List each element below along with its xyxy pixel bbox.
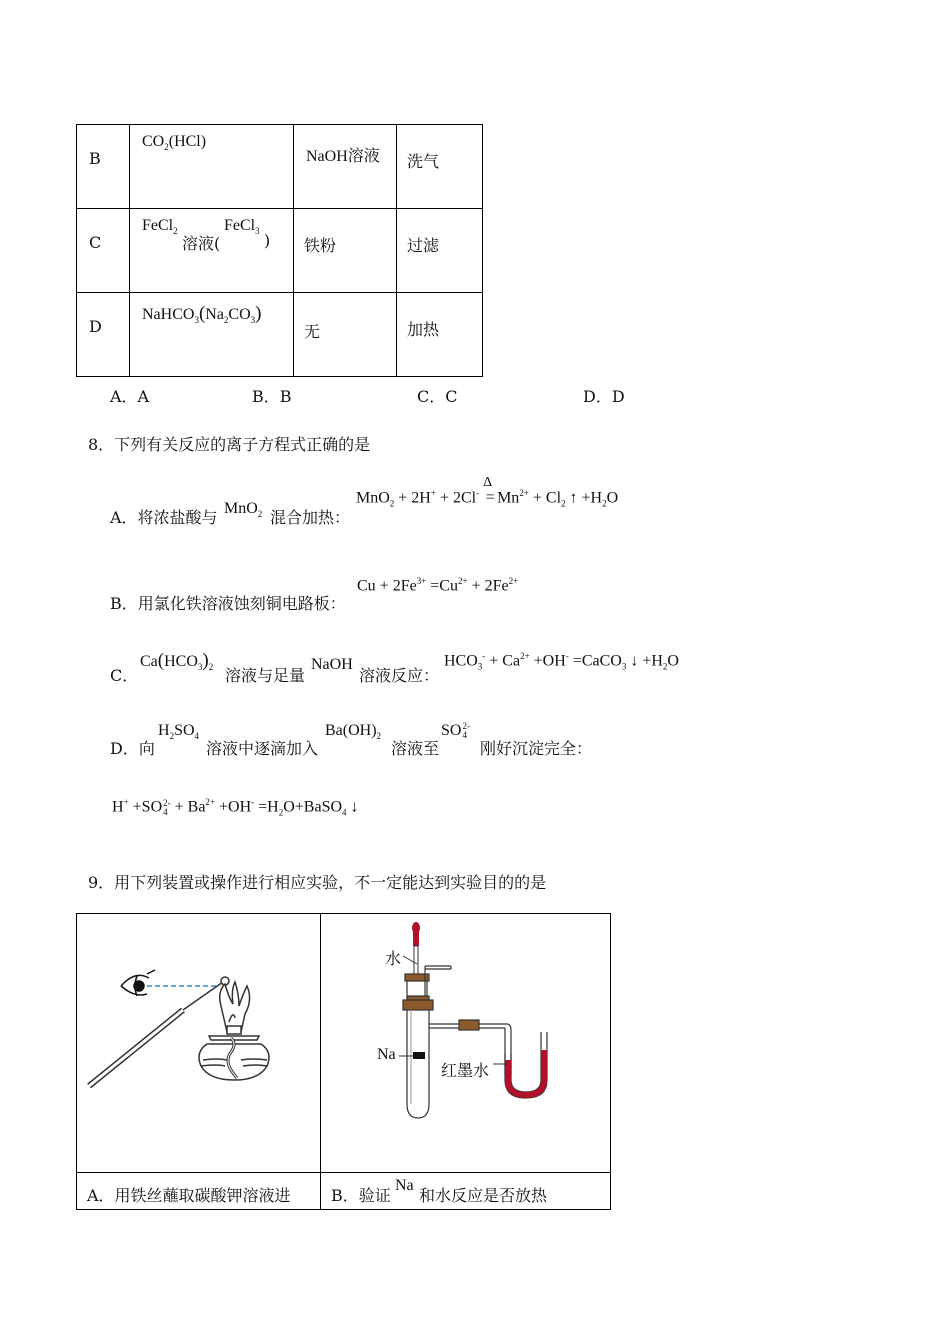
table-row [77, 293, 483, 377]
reagent: 铁粉 [304, 236, 337, 255]
row-label: B [89, 149, 101, 168]
alcohol-lamp [199, 982, 269, 1080]
method: 加热 [407, 320, 440, 339]
q8-option-a-label[interactable]: A．将浓盐酸与 [110, 508, 218, 527]
flame-test-figure [77, 914, 320, 1172]
q8-d-mid3: 刚好沉淀完全： [480, 739, 593, 758]
q7-table [76, 124, 483, 377]
label-red-ink: 红墨水 [441, 1061, 490, 1080]
caption-row [77, 1173, 611, 1210]
table-row [77, 209, 483, 293]
q8-option-b-label[interactable]: B．用氯化铁溶液蚀刻铜电路板： [110, 594, 346, 613]
q8-c-equation: $HCO_3^- + Ca^{2+} +OH^-$ =CaCO$_3$ ↓ $+H_2O$ [444, 651, 679, 672]
q8-c-reagent: $Ca(HCO_3)_2$ [140, 650, 214, 673]
q8-b-equation: $Cu + 2Fe^{3+} =Cu^{2+} + 2Fe^{2+}$ [357, 576, 519, 595]
sodium-piece [413, 1052, 425, 1059]
option-a[interactable]: A．A [110, 387, 150, 406]
sodium-water-apparatus [321, 914, 610, 1172]
upper-stopper [405, 966, 451, 1004]
q8-d-ion: SO 2- 4 [441, 721, 470, 741]
method: 过滤 [407, 236, 440, 255]
q8-option-d-label[interactable]: D．向 [110, 739, 155, 758]
eye-icon [121, 970, 155, 996]
q8-stem: 8．下列有关反应的离子方程式正确的是 [88, 435, 371, 454]
q8-d-mid1: 溶液中逐滴加入 [206, 739, 319, 758]
q8-c-mid1: 溶液与足量 [225, 666, 306, 685]
q8-a-suffix: 混合加热： [270, 508, 351, 527]
cell-b-caption-na: Na [395, 1177, 414, 1194]
q8-d-mid2: 溶液至 [391, 739, 440, 758]
q8-d-equation: H+ +SO 2- 4 + $Ba^{2+} +OH^-$ $=H_2O+BaSO_4$ ↓ [112, 797, 359, 818]
q8-c-naoh: NaOH [311, 656, 353, 673]
reagent: 无 [304, 322, 321, 341]
q8-d-base: $Ba(OH)_2$ [325, 722, 382, 742]
substance-formula: $NaHCO_3(Na_2CO_3)$ [142, 303, 262, 326]
q8-option-c-label[interactable]: C． [110, 666, 139, 685]
q9-table [76, 913, 611, 1210]
substance-mid: 溶液( [182, 234, 221, 253]
reagent-formula: NaOH [306, 148, 348, 165]
figure-row [77, 914, 611, 1173]
dropper [412, 922, 420, 982]
substance-end: ) [264, 231, 271, 250]
table-row [77, 125, 483, 209]
substance-formula: $CO_2(HCl)$ [142, 133, 207, 153]
q9-stem: 9．用下列装置或操作进行相应实验，不一定能达到实验目的的是 [88, 873, 547, 892]
cell-b-caption-post: 和水反应是否放热 [419, 1186, 548, 1205]
substance-formula: FeCl$_3$ [224, 217, 260, 237]
substance-formula: FeCl$_2$ [142, 217, 178, 237]
row-label: D [89, 317, 102, 336]
option-b[interactable]: B．B [252, 387, 292, 406]
q8-c-mid2: 溶液反应： [359, 666, 440, 685]
cell-b-caption-pre[interactable]: B．验证 [331, 1186, 391, 1205]
q8-a-reagent: MnO$_2$ [224, 500, 263, 520]
label-water: 水 [385, 951, 402, 968]
reagent-suffix: 溶液 [347, 146, 380, 165]
cell-a-caption[interactable]: A．用铁丝蘸取碳酸钾溶液进 [87, 1186, 291, 1205]
method: 洗气 [407, 152, 440, 171]
label-na: Na [377, 1046, 396, 1063]
row-label: C [89, 233, 102, 252]
option-d[interactable]: D．D [583, 387, 625, 406]
option-c[interactable]: C．C [417, 387, 458, 406]
q8-d-acid: $H_2SO_4$ [158, 722, 200, 742]
q8-a-equation: MnO$_2$ + 2H+ + 2Cl- Δ = $Mn^{2+} + Cl_2$ ↑ $+H_2O$ [356, 475, 619, 509]
